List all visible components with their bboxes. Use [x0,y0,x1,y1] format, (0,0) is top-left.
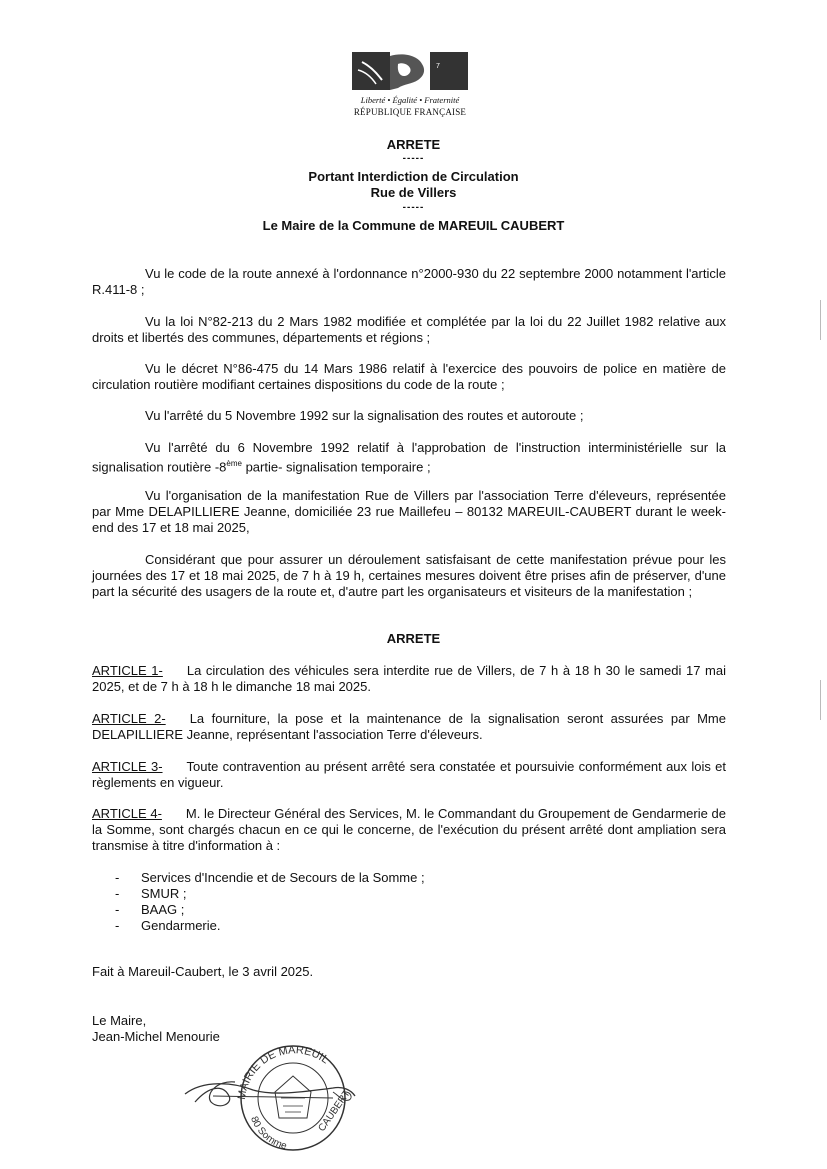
republic-name: RÉPUBLIQUE FRANÇAISE [353,107,467,117]
republic-motto: Liberté • Égalité • Fraternité [360,95,460,105]
article-label: ARTICLE 4- [92,806,162,821]
list-dash: - [115,886,120,901]
visa-paragraph: Vu la loi N°82-213 du 2 Mars 1982 modifiée et complétée par la loi du 22 Juillet 1982 relative aux droits et libertés des communes, départements et régions ; [92,314,726,345]
article-text: La fourniture, la pose et la maintenance de la signalisation seront assurées par Mme DELAPILLIERE Jeanne, représentant l'association Terre d'éleveurs. [92,711,726,742]
title-separator-2: ----- [402,202,425,213]
article-text: M. le Directeur Général des Services, M. le Commandant du Groupement de Gendarmerie de la Somme, sont chargés chacun en ce qui le concerne, de l'exécution du présent arrêté dont ampliation sera transmise à titre d'information à : [92,806,726,853]
visa-paragraph: Vu le code de la route annexé à l'ordonnance n°2000-930 du 22 septembre 2000 notamment l'article R.411-8 ; [92,266,726,297]
stamp-text-left: 80 Somme [248,1114,288,1153]
list-item-text: Gendarmerie. [141,918,221,933]
list-item [115,902,425,918]
superscript: ème [226,459,242,468]
list-dash: - [115,902,120,917]
stamp-text-top: MAIRIE DE MAREUIL [235,1044,331,1101]
svg-text:7: 7 [436,63,440,70]
article-text: La circulation des véhicules sera interdite rue de Villers, de 7 h à 18 h 30 le samedi 17 mai 2025, et de 7 h à 18 h le dimanche 18 mai 2025. [92,663,726,694]
list-item-text: BAAG ; [141,902,185,917]
article-4 [92,806,726,854]
list-dash: - [115,870,120,885]
list-item [115,886,425,902]
visa-paragraph [92,440,726,475]
list-item-text: SMUR ; [141,886,187,901]
visa-paragraph: Vu l'organisation de la manifestation Rue de Villers par l'association Terre d'éleveurs, représentée par Mme DELAPILLIERE Jeanne, domiciliée 23 rue Maillefeu – 80132 MAREUIL-CAUBERT durant le week-end des 17 et 18 mai 2025, [92,488,726,535]
scan-artifact [820,300,821,340]
marianne-logo-icon [352,50,472,94]
document-title: ARRETE [386,137,441,152]
article-label: ARTICLE 3- [92,759,163,774]
recipients-list [115,870,425,934]
article-2 [92,711,726,743]
article-1 [92,663,726,695]
considerant-paragraph: Considérant que pour assurer un déroulement satisfaisant de cette manifestation prévue pour les journées des 17 et 18 mai 2025, de 7 h à 19 h, certaines mesures doivent être prises afin de préserver, d'une part la sécurité des usagers de la route et, d'autre part les organisateurs et visiteurs de la manifestation ; [92,552,726,599]
subject-line-1: Portant Interdiction de Circulation [308,169,519,184]
subject-line-2: Rue de Villers [370,185,457,200]
decree-heading: ARRETE [386,631,441,646]
signatory-name: Jean-Michel Menourie [92,1029,220,1044]
stamp-text-right: CAUBERT [316,1088,353,1134]
signatory-role: Le Maire, [92,1013,147,1028]
visa-paragraph: Vu l'arrêté du 5 Novembre 1992 sur la signalisation des routes et autoroute ; [145,408,584,423]
article-label: ARTICLE 2- [92,711,166,726]
article-3 [92,759,726,791]
visa-paragraph: Vu le décret N°86-475 du 14 Mars 1986 relatif à l'exercice des pouvoirs de police en matière de circulation routière modifiant certaines dispositions du code de la route ; [92,361,726,392]
list-item [115,918,425,934]
article-text: Toute contravention au présent arrêté sera constatée et poursuivie conformément aux lois et règlements en vigueur. [92,759,726,790]
place-and-date: Fait à Mareuil-Caubert, le 3 avril 2025. [92,964,314,979]
title-separator: ----- [402,153,425,164]
scan-artifact [820,680,821,720]
visa-text: partie- signalisation temporaire ; [241,459,431,475]
visa-text: Vu l'arrêté du 6 Novembre 1992 relatif à l'approbation de l'instruction interministérielle sur la signalisation routière -8 [92,440,726,475]
article-label: ARTICLE 1- [92,663,163,678]
list-dash: - [115,918,120,933]
list-item-text: Services d'Incendie et de Secours de la Somme ; [141,870,425,885]
list-item [115,870,425,886]
issuing-authority: Le Maire de la Commune de MAREUIL CAUBERT [262,218,565,233]
official-stamp [183,1040,358,1155]
